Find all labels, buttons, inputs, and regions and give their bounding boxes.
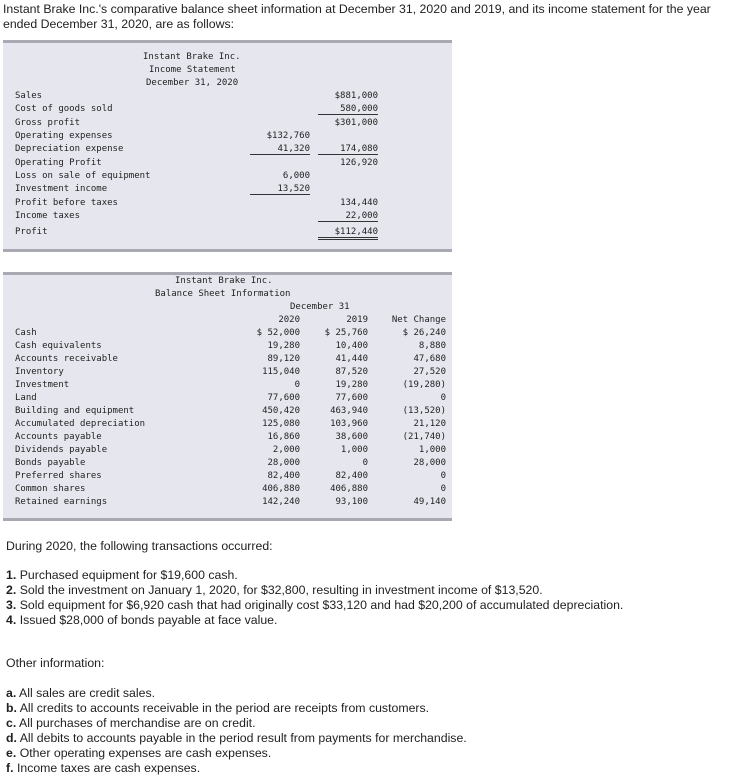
bs-row — [15, 328, 452, 341]
item-text: All debits to accounts payable in the period result from payments for merchandise. — [19, 731, 467, 745]
bs-value-2020: 82,400 — [267, 471, 300, 481]
bs-row — [15, 432, 452, 445]
bs-value-2019: 41,440 — [335, 354, 368, 364]
is-row-income-taxes — [15, 211, 452, 224]
item-letter: f. — [6, 761, 14, 775]
bs-value-2019: 406,880 — [330, 484, 368, 494]
is-value: $112,440 — [318, 227, 378, 240]
bs-value-2020: 0 — [294, 380, 300, 390]
is-row-investment-income — [15, 184, 452, 197]
is-value: $132,760 — [266, 131, 310, 141]
other-item — [6, 761, 721, 776]
item-text: Other operating expenses are cash expenses. — [19, 746, 272, 760]
bs-value-change: 27,520 — [413, 367, 446, 377]
bs-row — [15, 484, 452, 497]
is-value: $301,000 — [334, 118, 378, 128]
bs-value-change: 49,140 — [413, 497, 446, 507]
bs-value-2019: 87,520 — [335, 367, 368, 377]
bs-row — [15, 393, 452, 406]
bs-value-2019: 1,000 — [340, 445, 368, 455]
item-letter: b. — [6, 701, 17, 715]
is-row-profit-before-taxes — [15, 198, 452, 211]
transactions-section — [6, 539, 721, 628]
bs-label: Inventory — [15, 367, 64, 377]
is-label: Cost of goods sold — [15, 104, 113, 114]
bs-label: Common shares — [15, 484, 86, 494]
bs-value-2020: 16,860 — [267, 432, 300, 442]
is-value: 13,520 — [250, 184, 310, 195]
bs-label: Investment — [15, 380, 70, 390]
other-information-heading: Other information: — [6, 656, 105, 670]
bs-col-change: Net Change — [391, 315, 446, 325]
is-value: 134,440 — [340, 198, 378, 208]
is-row-depreciation — [15, 144, 452, 157]
item-text: Sold the investment on January 1, 2020, for $32,800, resulting in investment income of $13,520. — [19, 583, 543, 597]
bs-value-2019: 77,600 — [335, 393, 368, 403]
item-number: 2. — [6, 583, 17, 597]
other-item — [6, 701, 721, 716]
income-statement-panel — [3, 40, 452, 252]
bs-row — [15, 458, 452, 471]
item-letter: d. — [6, 731, 17, 745]
is-value: 22,000 — [318, 211, 378, 222]
bs-value-2019: 463,940 — [330, 406, 368, 416]
bs-value-change: 8,880 — [418, 341, 446, 351]
balance-sheet-period: December 31 — [290, 302, 350, 312]
bs-value-change: 0 — [440, 484, 446, 494]
item-text: Income taxes are cash expenses. — [16, 761, 201, 775]
other-item — [6, 716, 721, 731]
is-row-profit — [15, 227, 452, 242]
bs-label: Accounts payable — [15, 432, 102, 442]
bs-value-2019: 93,100 — [335, 497, 368, 507]
balance-sheet-title: Balance Sheet Information — [155, 289, 291, 299]
income-statement-company: Instant Brake Inc. — [143, 52, 241, 62]
bs-row — [15, 380, 452, 393]
is-row-operating-profit — [15, 158, 452, 171]
bs-label: Bonds payable — [15, 458, 86, 468]
transactions-heading: During 2020, the following transactions occurred: — [6, 539, 273, 553]
transaction-item — [6, 568, 721, 583]
bs-value-2019: 38,600 — [335, 432, 368, 442]
other-information-section — [6, 656, 721, 776]
bs-label: Retained earnings — [15, 497, 108, 507]
other-item — [6, 686, 721, 701]
bs-value-2020: 125,080 — [262, 419, 300, 429]
bs-label: Cash — [15, 328, 37, 338]
transaction-item — [6, 598, 721, 613]
other-item — [6, 731, 721, 746]
is-label: Investment income — [15, 184, 108, 194]
bs-row — [15, 367, 452, 380]
is-label: Income taxes — [15, 211, 81, 221]
is-value: 580,000 — [318, 104, 378, 115]
bs-value-2019: $ 25,760 — [324, 328, 368, 338]
bs-value-2020: 2,000 — [272, 445, 300, 455]
balance-sheet-company: Instant Brake Inc. — [175, 276, 273, 286]
item-text: Purchased equipment for $19,600 cash. — [19, 568, 238, 582]
bs-label: Accumulated depreciation — [15, 419, 146, 429]
transaction-item — [6, 613, 721, 628]
is-row-operating-expenses — [15, 131, 452, 144]
bs-value-2019: 19,280 — [335, 380, 368, 390]
is-label: Operating Profit — [15, 158, 102, 168]
bs-row — [15, 445, 452, 458]
bs-value-change: (21,740) — [402, 432, 446, 442]
bs-label: Dividends payable — [15, 445, 108, 455]
bs-value-change: 21,120 — [413, 419, 446, 429]
transaction-item — [6, 583, 721, 598]
bs-label: Preferred shares — [15, 471, 102, 481]
bs-value-2020: 77,600 — [267, 393, 300, 403]
bs-value-2020: 142,240 — [262, 497, 300, 507]
is-value: $881,000 — [334, 91, 378, 101]
is-label: Profit before taxes — [15, 198, 118, 208]
is-row-loss-on-sale — [15, 171, 452, 184]
intro-text: Instant Brake Inc.'s comparative balance sheet information at December 31, 2020 and 2019, and its income statement for the year ended December 31, 2020, are as follows: — [3, 2, 711, 31]
bs-value-change: 0 — [440, 393, 446, 403]
item-number: 1. — [6, 568, 17, 582]
is-value: 6,000 — [282, 171, 310, 181]
income-statement-date: December 31, 2020 — [146, 78, 239, 88]
bs-value-change: 1,000 — [418, 445, 446, 455]
item-text: All purchases of merchandise are on credit. — [19, 716, 256, 730]
is-row-sales — [15, 91, 452, 104]
balance-sheet-panel — [3, 272, 452, 521]
bs-value-2020: 28,000 — [267, 458, 300, 468]
is-row-cogs — [15, 104, 452, 117]
is-label: Sales — [15, 91, 43, 101]
item-text: All credits to accounts receivable in the period are receipts from customers. — [19, 701, 430, 715]
bs-col-2019: 2019 — [346, 315, 368, 325]
bs-col-2020: 2020 — [278, 315, 300, 325]
bs-value-change: 47,680 — [413, 354, 446, 364]
bs-row — [15, 419, 452, 432]
bs-label: Building and equipment — [15, 406, 135, 416]
bs-header-row — [15, 315, 452, 328]
item-text: Sold equipment for $6,920 cash that had originally cost $33,120 and had $20,200 of accumulated depreciation. — [19, 598, 624, 612]
bs-row — [15, 341, 452, 354]
bs-value-2019: 82,400 — [335, 471, 368, 481]
bs-value-change: (19,280) — [402, 380, 446, 390]
bs-value-change: 28,000 — [413, 458, 446, 468]
item-number: 3. — [6, 598, 17, 612]
bs-row — [15, 497, 452, 510]
income-statement-title: Income Statement — [149, 65, 236, 75]
bs-value-2019: 103,960 — [330, 419, 368, 429]
is-label: Loss on sale of equipment — [15, 171, 151, 181]
bs-value-change: 0 — [440, 471, 446, 481]
is-value: 174,080 — [318, 144, 378, 155]
is-label: Profit — [15, 227, 48, 237]
bs-value-2020: 89,120 — [267, 354, 300, 364]
bs-label: Cash equivalents — [15, 341, 102, 351]
item-letter: c. — [6, 716, 17, 730]
item-number: 4. — [6, 613, 17, 627]
bs-value-change: (13,520) — [402, 406, 446, 416]
bs-value-2020: 19,280 — [267, 341, 300, 351]
bs-value-2020: 406,880 — [262, 484, 300, 494]
bs-value-2019: 10,400 — [335, 341, 368, 351]
is-row-gross-profit — [15, 118, 452, 131]
other-item — [6, 746, 721, 761]
bs-row — [15, 471, 452, 484]
is-label: Depreciation expense — [15, 144, 124, 154]
is-label: Gross profit — [15, 118, 81, 128]
item-letter: a. — [6, 686, 17, 700]
bs-value-2020: 115,040 — [262, 367, 300, 377]
bs-value-2020: 450,420 — [262, 406, 300, 416]
bs-value-change: $ 26,240 — [402, 328, 446, 338]
item-letter: e. — [6, 746, 17, 760]
bs-value-2020: $ 52,000 — [256, 328, 300, 338]
item-text: Issued $28,000 of bonds payable at face value. — [19, 613, 278, 627]
is-value: 41,320 — [250, 144, 310, 155]
is-label: Operating expenses — [15, 131, 113, 141]
item-text: All sales are credit sales. — [19, 686, 156, 700]
bs-label: Land — [15, 393, 37, 403]
bs-value-2019: 0 — [362, 458, 368, 468]
is-value: 126,920 — [340, 158, 378, 168]
bs-label: Accounts receivable — [15, 354, 118, 364]
bs-row — [15, 406, 452, 419]
bs-row — [15, 354, 452, 367]
